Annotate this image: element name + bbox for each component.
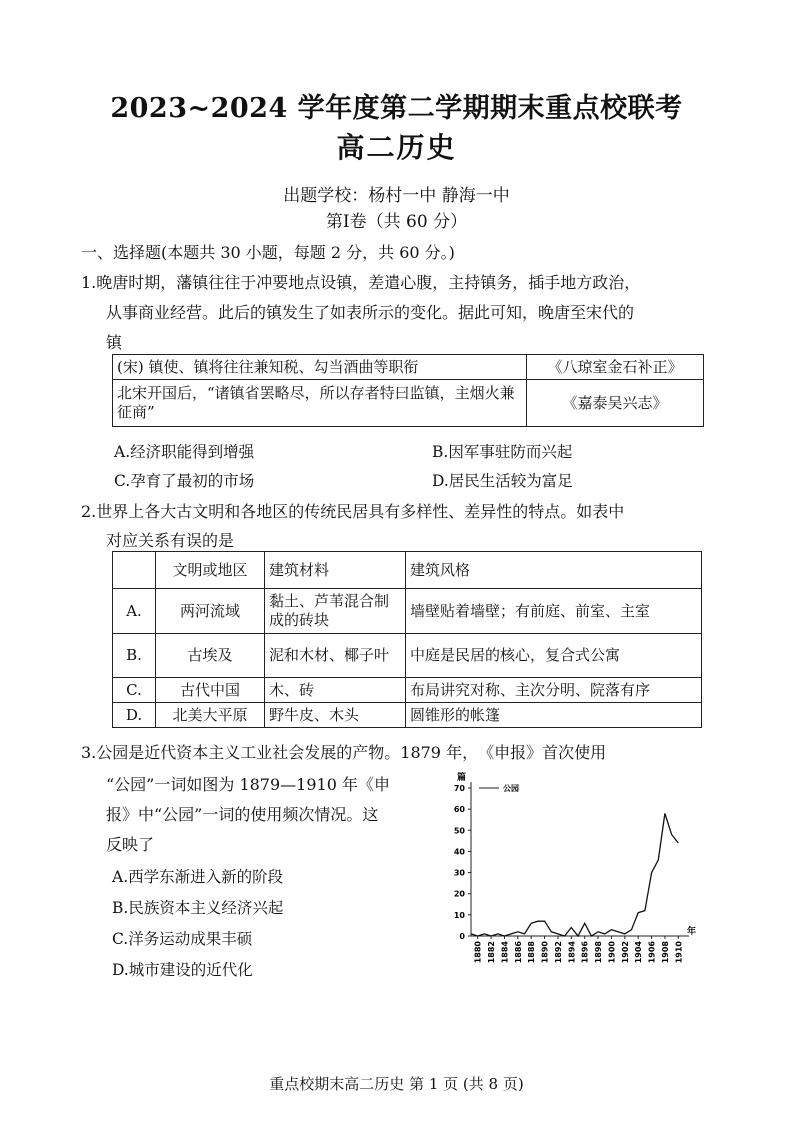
x-tick-label: 1908 xyxy=(660,941,670,964)
q1-option-d: D.居民生活较为富足 xyxy=(432,472,573,490)
q1-option-b: B.因军事驻防而兴起 xyxy=(432,443,573,461)
q1-option-c: C.孕育了最初的市场 xyxy=(114,472,255,490)
table-cell: C. xyxy=(113,678,156,703)
table-cell: 《八琼室金石补正》 xyxy=(527,355,704,380)
x-tick-label: 1900 xyxy=(607,941,617,964)
x-tick-label: 1910 xyxy=(674,941,684,964)
x-axis-unit: 年 xyxy=(687,927,697,937)
q1-line1: 1.晚唐时期，藩镇往往于冲要地点设镇，差遣心腹，主持镇务，插手地方政治， xyxy=(81,273,641,292)
x-tick-label: 1882 xyxy=(487,941,497,964)
table-cell: (宋) 镇使、镇将往往兼知税、勾当酒曲等职衔 xyxy=(113,355,527,380)
table-cell: 古代中国 xyxy=(156,678,265,703)
table-cell: 泥和木材、椰子叶 xyxy=(265,634,406,678)
table-row xyxy=(113,552,702,589)
table-cell: 野牛皮、木头 xyxy=(265,703,406,728)
x-tick-label: 1890 xyxy=(540,941,550,964)
q1-line2: 从事商业经营。此后的镇发生了如表所示的变化。据此可知，晚唐至宋代的 xyxy=(106,303,635,322)
table-header-cell xyxy=(113,552,156,589)
q3-option-b: B.民族资本主义经济兴起 xyxy=(112,899,284,917)
table-header-cell: 文明或地区 xyxy=(156,552,265,589)
table-cell: 两河流域 xyxy=(156,589,265,634)
legend-label: 公园 xyxy=(503,784,519,793)
x-tick-label: 1896 xyxy=(580,941,590,964)
table-cell: 《嘉泰吴兴志》 xyxy=(527,380,704,427)
table-cell: 木、砖 xyxy=(265,678,406,703)
table-cell: 墙壁贴着墙壁；有前庭、前室、主室 xyxy=(406,589,702,634)
x-tick-label: 1904 xyxy=(634,941,644,964)
table-cell: 圆锥形的帐篷 xyxy=(406,703,702,728)
x-tick-label: 1898 xyxy=(594,941,604,964)
x-tick-label: 1894 xyxy=(567,941,577,964)
y-tick-label: 0 xyxy=(459,932,465,941)
q1-line3: 镇 xyxy=(106,333,123,352)
table-row xyxy=(113,589,702,634)
q3-line2: “公园”一词如图为 1879—1910 年《申 xyxy=(106,775,390,794)
table-row xyxy=(113,678,702,703)
x-tick-label: 1906 xyxy=(647,941,657,964)
x-tick-label: 1902 xyxy=(620,941,630,964)
y-tick-label: 20 xyxy=(453,889,465,899)
x-tick-label: 1886 xyxy=(513,941,523,964)
table-row xyxy=(113,355,704,380)
q3-option-d: D.城市建设的近代化 xyxy=(112,961,253,979)
volume-line: 第Ⅰ卷（共 60 分） xyxy=(325,212,468,232)
q1-option-a: A.经济职能得到增强 xyxy=(114,443,255,461)
q1-table xyxy=(112,354,704,427)
page-title: 2023~2024 学年度第二学期期末重点校联考 xyxy=(110,93,683,124)
x-tick-label: 1892 xyxy=(553,941,563,964)
q3-option-c: C.洋务运动成果丰硕 xyxy=(112,930,253,948)
x-tick-label: 1880 xyxy=(473,941,483,964)
table-header-cell: 建筑材料 xyxy=(265,552,406,589)
table-cell: A. xyxy=(113,589,156,634)
y-tick-label: 70 xyxy=(453,784,465,793)
table-cell: 北美大平原 xyxy=(156,703,265,728)
series-line-gongyuan xyxy=(471,813,678,936)
q2-line2: 对应关系有误的是 xyxy=(106,531,235,550)
y-tick-label: 60 xyxy=(453,805,465,815)
table-header-cell: 建筑风格 xyxy=(406,552,702,589)
x-tick-label: 1888 xyxy=(527,941,537,964)
q3-line4: 反映了 xyxy=(106,835,155,854)
table-cell: 布局讲究对称、主次分明、院落有序 xyxy=(406,678,702,703)
section-heading: 一、选择题(本题共 30 小题，每题 2 分，共 60 分。) xyxy=(81,243,455,262)
page-footer: 重点校期末高二历史 第 1 页 (共 8 页) xyxy=(269,1075,524,1093)
y-tick-label: 10 xyxy=(453,910,465,920)
page-subtitle: 高二历史 xyxy=(336,131,457,164)
table-cell: 中庭是民居的核心，复合式公寓 xyxy=(406,634,702,678)
table-row xyxy=(113,634,702,678)
usage-frequency-chart xyxy=(445,768,705,973)
q3-line1: 3.公园是近代资本主义工业社会发展的产物。1879 年， 《申报》首次使用 xyxy=(81,743,607,762)
school-line: 出题学校：杨村一中 静海一中 xyxy=(283,186,510,206)
q3-line3: 报》中“公园”一词的使用频次情况。这 xyxy=(106,805,379,824)
table-cell: 北宋开国后，“诸镇省罢略尽，所以存者特曰监镇，主烟火兼征商” xyxy=(113,380,527,427)
table-cell: 黏土、芦苇混合制成的砖块 xyxy=(265,589,406,634)
table-cell: 古埃及 xyxy=(156,634,265,678)
y-tick-label: 30 xyxy=(453,868,465,878)
y-tick-label: 50 xyxy=(453,826,465,836)
table-row xyxy=(113,380,704,427)
x-tick-label: 1884 xyxy=(500,941,510,964)
y-axis-unit: 篇 xyxy=(457,773,467,783)
table-cell: B. xyxy=(113,634,156,678)
q2-table xyxy=(112,551,702,728)
q3-option-a: A.西学东渐进入新的阶段 xyxy=(112,868,284,886)
table-cell: D. xyxy=(113,703,156,728)
table-row xyxy=(113,703,702,728)
y-tick-label: 40 xyxy=(453,847,465,857)
q2-line1: 2.世界上各大古文明和各地区的传统民居具有多样性、差异性的特点。如表中 xyxy=(81,502,625,521)
